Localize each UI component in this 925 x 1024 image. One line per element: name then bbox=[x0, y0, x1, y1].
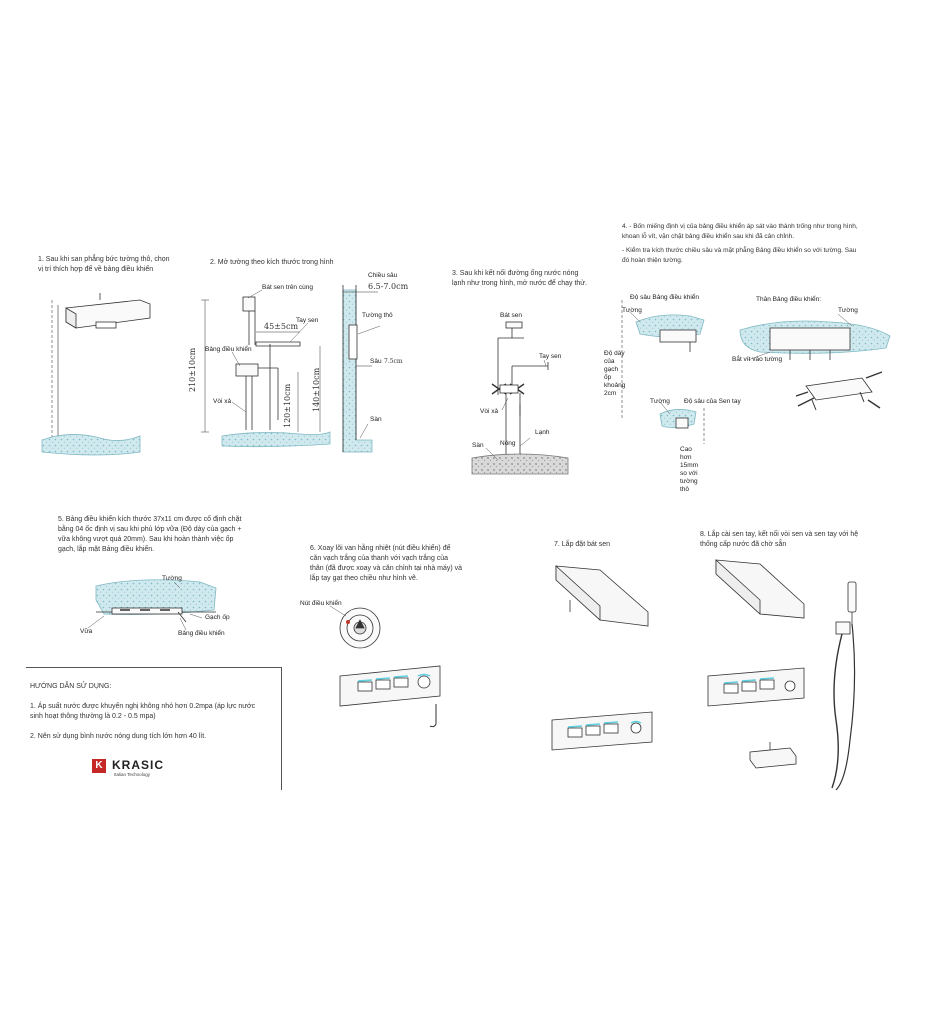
label-tuong-step4b: Tường bbox=[838, 307, 858, 314]
label-do-day-gach: Độ dày của gạch ốp khoảng 2cm bbox=[604, 350, 626, 397]
label-tay-sen-step3: Tay sen bbox=[539, 353, 562, 360]
step8-text: 8. Lắp cài sen tay, kết nối vòi sen và sen tay với hệ thống cấp nước đã chờ sẵn bbox=[700, 531, 859, 548]
label-bat-sen-step3: Bát sen bbox=[500, 312, 523, 319]
step6-drawing bbox=[340, 608, 440, 727]
step1-text: 1. Sau khi san phẳng bức tường thô, chọn vị trí thích hợp để về bảng điều khiển bbox=[38, 256, 170, 273]
dim-140: 140±10cm bbox=[312, 367, 321, 412]
step2-section-drawing bbox=[343, 285, 378, 452]
label-sau: Sâu bbox=[370, 358, 382, 365]
krasic-logo-name: KRASIC bbox=[112, 758, 165, 772]
krasic-logo-subtitle: Italian Technology bbox=[114, 772, 150, 777]
step4-text-a: 4. - Bốn miếng định vị của bảng điều khiển áp sát vào thành trống như trong hình, khoan lỗ vít, vặn chặt bảng điều khiển sau khi đã cân chỉnh. bbox=[622, 223, 858, 240]
usage-guide-title: HƯỚNG DẪN SỬ DỤNG: bbox=[30, 683, 112, 690]
label-tuong-step5: Tường bbox=[162, 575, 182, 582]
label-than-bang: Thân Bảng điều khiển: bbox=[756, 296, 822, 303]
label-bat-vit: Bắt vít vào tường bbox=[732, 356, 783, 363]
usage-guide-item-2: 2. Nên sử dụng bình nước nóng dung tích lớn hơn 40 lít. bbox=[30, 733, 207, 740]
step8-drawing bbox=[708, 560, 856, 790]
step3-drawing bbox=[472, 322, 568, 474]
label-chieu-sau: Chiều sâu bbox=[368, 272, 398, 279]
label-gach-op: Gạch ốp bbox=[205, 614, 230, 621]
label-san-step3: Sàn bbox=[472, 442, 484, 449]
step2-text: 2. Mở tường theo kích thước trong hình bbox=[210, 259, 334, 266]
step7-text: 7. Lắp đặt bát sen bbox=[554, 541, 611, 548]
label-voi-xa: Vòi xả bbox=[213, 398, 232, 405]
step5-drawing bbox=[96, 580, 216, 622]
step4-drawing bbox=[622, 300, 890, 444]
label-do-sau-sen-tay: Độ sâu của Sen tay bbox=[684, 398, 741, 405]
dim-75: 7.5cm bbox=[384, 358, 403, 365]
label-tuong-step4a: Tường bbox=[622, 307, 642, 314]
step1-drawing bbox=[42, 293, 150, 455]
label-voi-xa-step3: Vòi xả bbox=[480, 408, 499, 415]
label-vua: Vữa bbox=[80, 628, 93, 635]
dim-120: 120±10cm bbox=[283, 383, 292, 428]
label-nong: Nóng bbox=[500, 440, 516, 447]
dim-45: 45±5cm bbox=[264, 322, 299, 331]
label-tay-sen: Tay sen bbox=[296, 317, 319, 324]
krasic-logo-mark: K bbox=[92, 759, 106, 773]
label-cao-hon: Cao hơn 15mm so với tường thô bbox=[680, 446, 699, 493]
step5-text: 5. Bảng điều khiển kích thước 37x11 cm được cố định chặt bằng 04 ốc định vị sau khi phủ lớp vữa (Độ dày của gạch + vữa không vượt quá 20mm). Sau khi hoàn thành việc ốp gạch, lắp mặt Bảng điều khiển. bbox=[58, 516, 242, 553]
step4-text-b: - Kiểm tra kích thước chiều sâu và mặt phẳng Bảng điều khiển so với tường. Sau đó hoàn thiện tường. bbox=[622, 247, 857, 264]
label-tuong-step4c: Tường bbox=[650, 398, 670, 405]
label-do-sau-bang: Độ sâu Bảng điều khiển bbox=[630, 294, 700, 301]
step7-drawing bbox=[552, 566, 652, 750]
label-bang-dieu-khien-step5: Bảng điều khiển bbox=[178, 630, 225, 637]
usage-guide-item-1: 1. Áp suất nước được khuyến nghị không nhỏ hơn 0.2mpa (áp lực nước sinh hoạt thông thường là 0.2 - 0.5 mpa) bbox=[30, 703, 256, 720]
label-lanh: Lạnh bbox=[535, 429, 550, 436]
dim-65: 6.5-7.0cm bbox=[368, 282, 409, 291]
label-bang-dieu-khien: Bảng điều khiển bbox=[205, 346, 252, 353]
label-nut-dieu-khien: Nút điều khiển bbox=[300, 600, 342, 607]
step6-text: 6. Xoay lõi van hằng nhiệt (nút điều khiển) để căn vạch trắng của thanh với vạch trắng của thân (đã được xoay và căn chỉnh tại nhà máy) và lắp tay gạt theo chiều như hình vẽ. bbox=[310, 545, 463, 582]
label-san-step2: Sàn bbox=[370, 416, 382, 423]
label-tuong-tho: Tường thô bbox=[362, 312, 393, 319]
label-bat-sen-tren-cung: Bát sen trên cùng bbox=[262, 284, 313, 291]
dim-210: 210±10cm bbox=[188, 347, 197, 392]
step3-text: 3. Sau khi kết nối đường ống nước nóng lạnh như trong hình, mở nước để chạy thử. bbox=[452, 270, 587, 287]
